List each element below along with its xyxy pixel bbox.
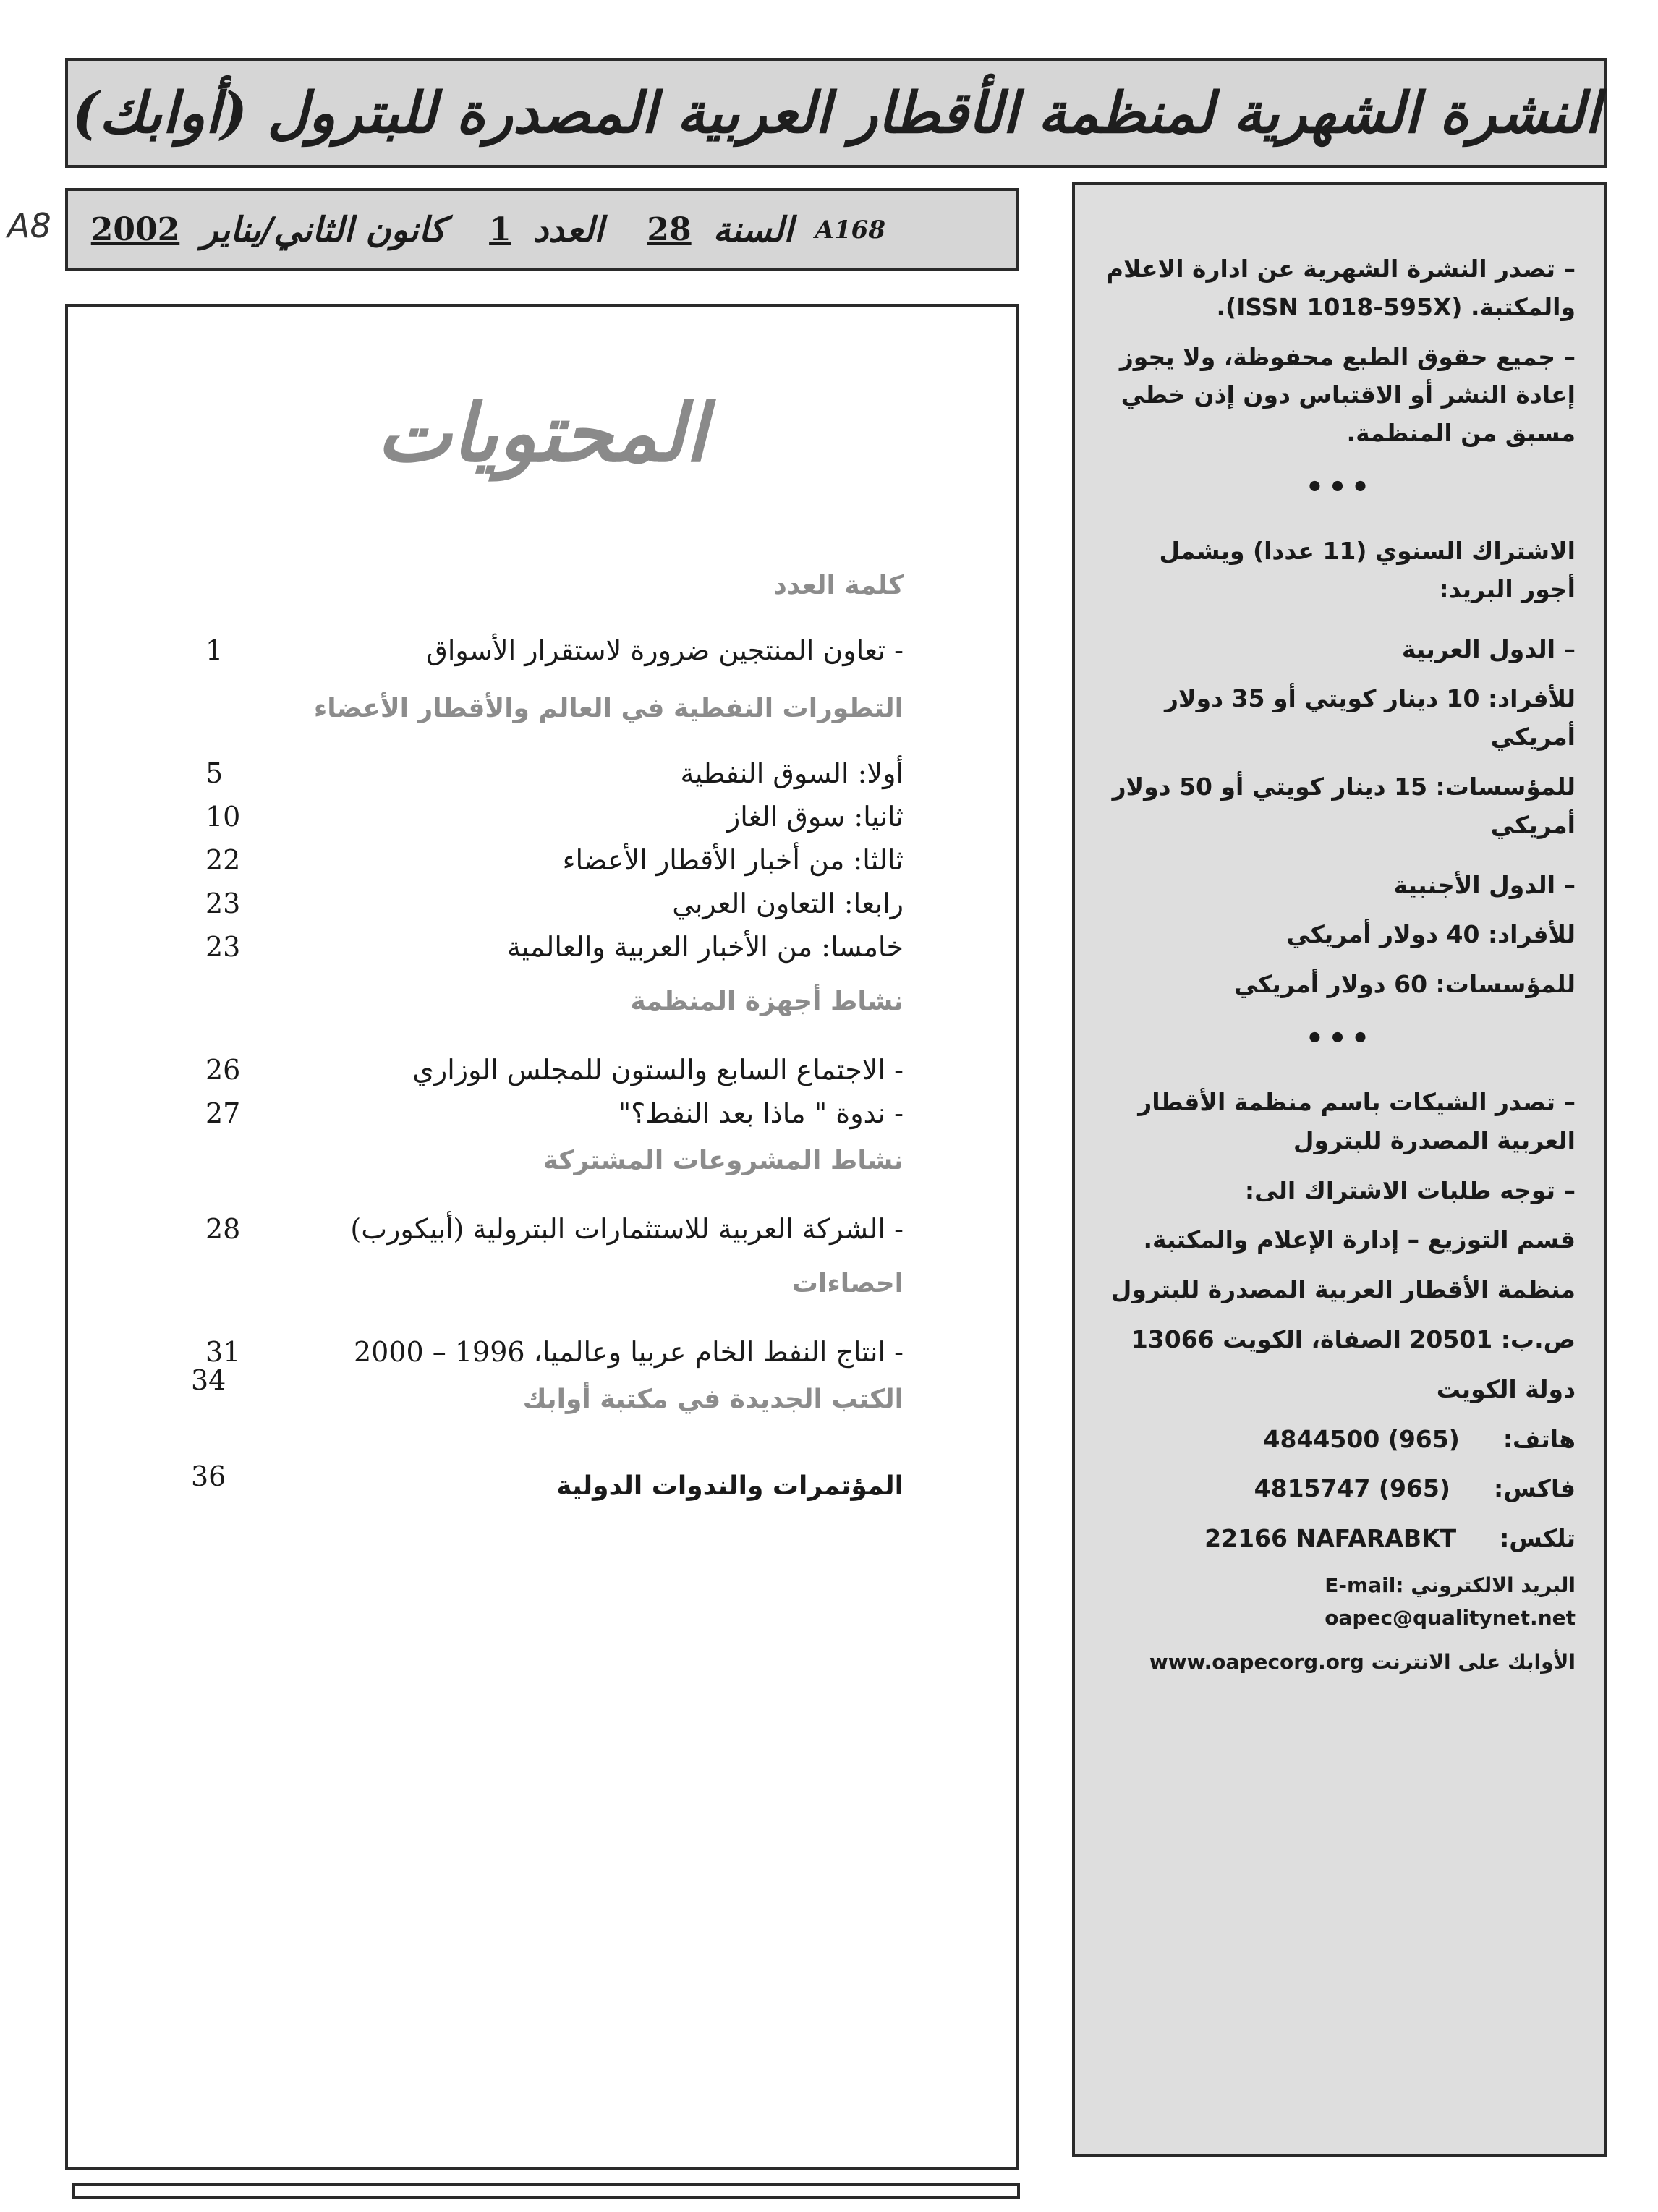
- toc-entry: [205, 799, 904, 835]
- fax-value: 4815747 (965): [1254, 1474, 1450, 1503]
- year-label: السنة: [713, 209, 794, 250]
- toc-entry-title: رابعا: التعاون العربي: [672, 888, 904, 919]
- fax-label: فاكس:: [1493, 1474, 1576, 1503]
- web-row: [1104, 1646, 1576, 1679]
- email-label: البريد الالكتروني: [1411, 1573, 1576, 1597]
- toc-page-number: 27: [205, 1097, 241, 1129]
- phone-row: [1104, 1421, 1576, 1459]
- toc-entry-title: خامسا: من الأخبار العربية والعالمية: [506, 931, 904, 963]
- toc-entry: [205, 1211, 904, 1247]
- toc-entry-title: - الشركة العربية للاستثمارات البترولية (أبيكورب): [350, 1213, 904, 1245]
- issue-date: [91, 210, 446, 250]
- contents-title: المحتويات: [376, 386, 707, 480]
- footer-rule: [72, 2183, 1020, 2199]
- address-department: قسم التوزيع – إدارة الإعلام والمكتبة.: [1143, 1225, 1576, 1254]
- toc-page-number: 22: [205, 844, 241, 876]
- issue-year-number: 2002: [90, 211, 180, 248]
- toc-page-number: 31: [205, 1336, 241, 1368]
- issue-bar: [65, 188, 1019, 271]
- number-label: العدد: [532, 209, 604, 250]
- toc-page-number: 28: [205, 1213, 241, 1245]
- masthead-title: النشرة الشهرية لمنظمة الأقطار العربية المصدرة للبترول (أوابك): [72, 80, 1601, 146]
- subscription-intro: الاشتراك السنوي (11 عددا) ويشمل أجور البريد:: [1159, 536, 1576, 603]
- email-row: [1104, 1570, 1576, 1635]
- phone-value: 4844500 (965): [1263, 1424, 1460, 1453]
- foreign-individuals-price: للأفراد: 40 دولار أمريكي: [1286, 920, 1576, 949]
- toc-entry: [205, 632, 904, 668]
- separator-dots: •••: [1305, 1021, 1374, 1055]
- toc-entry: [205, 1095, 904, 1131]
- toc-entry: [205, 1052, 904, 1088]
- masthead-banner: [65, 58, 1607, 168]
- address-country: دولة الكويت: [1436, 1374, 1576, 1403]
- toc-entry-title: - الاجتماع السابع والستون للمجلس الوزاري: [412, 1054, 904, 1086]
- toc-section-heading: نشاط المشروعات المشتركة: [543, 1146, 904, 1175]
- toc-page-number: 26: [205, 1054, 241, 1086]
- year-value: 28: [647, 211, 692, 248]
- toc-section-heading: المؤتمرات والندوات الدولية: [556, 1471, 904, 1501]
- address-organization: منظمة الأقطار العربية المصدرة للبترول: [1110, 1275, 1576, 1304]
- toc-entry: [205, 842, 904, 878]
- toc-page-number: 23: [205, 931, 241, 963]
- handwritten-note: A168: [815, 215, 885, 244]
- info-publisher: – تصدر النشرة الشهرية عن ادارة الاعلام والمكتبة. (ISSN 1018-595X).: [1105, 255, 1576, 321]
- web-value: www.oapecorg.org: [1149, 1649, 1364, 1674]
- foreign-institutions-price: للمؤسسات: 60 دولار أمريكي: [1233, 970, 1576, 999]
- phone-label: هاتف:: [1502, 1424, 1576, 1453]
- separator-dots: •••: [1305, 470, 1374, 504]
- issue-year: [647, 210, 885, 250]
- web-label: الأوابك على الانترنت: [1371, 1649, 1576, 1674]
- fax-row: [1104, 1470, 1576, 1508]
- toc-entry-title: - انتاج النفط الخام عربيا وعالميا، 1996 – 2000: [353, 1336, 904, 1368]
- address-po-box: ص.ب: 20501 الصفاة، الكويت 13066: [1131, 1324, 1576, 1353]
- arab-countries-heading: – الدول العربية: [1401, 634, 1576, 663]
- toc-page-number: 1: [205, 634, 224, 666]
- toc-entry-title: أولا: السوق النفطية: [680, 757, 904, 789]
- issue-number: [489, 210, 603, 250]
- toc-entry: [205, 929, 904, 965]
- toc-page-number: 10: [205, 801, 241, 833]
- email-value: E-mail: oapec@qualitynet.net: [1325, 1573, 1576, 1630]
- toc-entry-title: ثانيا: سوق الغاز: [726, 801, 904, 833]
- toc-section-heading: احصاءات: [791, 1269, 904, 1298]
- toc-entry: [205, 885, 904, 922]
- cheque-instructions: – تصدر الشيكات باسم منظمة الأقطار العربية المصدرة للبترول: [1138, 1087, 1576, 1154]
- toc-entry-title: - تعاون المنتجين ضرورة لاستقرار الأسواق: [426, 634, 904, 666]
- publication-info-sidebar: [1072, 182, 1607, 2157]
- telex-row: [1104, 1520, 1576, 1558]
- toc-entry: [205, 755, 904, 791]
- toc-entry-title: - ندوة " ماذا بعد النفط؟": [618, 1097, 904, 1129]
- arab-individuals-price: للأفراد: 10 دينار كويتي أو 35 دولار أمريكي: [1165, 684, 1576, 752]
- toc-section-heading: الكتب الجديدة في مكتبة أوابك: [522, 1384, 904, 1414]
- toc-entry: [205, 1334, 904, 1370]
- arab-institutions-price: للمؤسسات: 15 دينار كويتي أو 50 دولار أمريكي: [1112, 772, 1576, 839]
- info-copyright: – جميع حقوق الطبع محفوظة، ولا يجوز إعادة النشر أو الاقتباس دون إذن خطي مسبق من المنظمة.: [1119, 342, 1576, 448]
- toc-section-heading: نشاط أجهزة المنظمة: [630, 987, 904, 1016]
- toc-section-heading: التطورات النفطية في العالم والأقطار الأعضاء: [313, 694, 904, 723]
- toc-entry-title: ثالثا: من أخبار الأقطار الأعضاء: [562, 844, 904, 876]
- handwritten-annotation: A8: [7, 206, 51, 245]
- table-of-contents: [65, 304, 1019, 2170]
- number-value: 1: [489, 211, 511, 248]
- foreign-countries-heading: – الدول الأجنبية: [1393, 870, 1576, 899]
- subscription-address-intro: – توجه طلبات الاشتراك الى:: [1244, 1175, 1576, 1204]
- telex-label: تلكس:: [1500, 1524, 1576, 1553]
- toc-page-number: 5: [205, 757, 224, 789]
- toc-section-heading: كلمة العدد: [773, 571, 904, 600]
- toc-page-number: 34: [191, 1364, 226, 1396]
- toc-page-number: 23: [205, 888, 241, 919]
- issue-month: كانون الثاني/يناير: [201, 209, 446, 250]
- toc-page-number: 36: [191, 1460, 226, 1492]
- telex-value: 22166 NAFARABKT: [1204, 1524, 1457, 1553]
